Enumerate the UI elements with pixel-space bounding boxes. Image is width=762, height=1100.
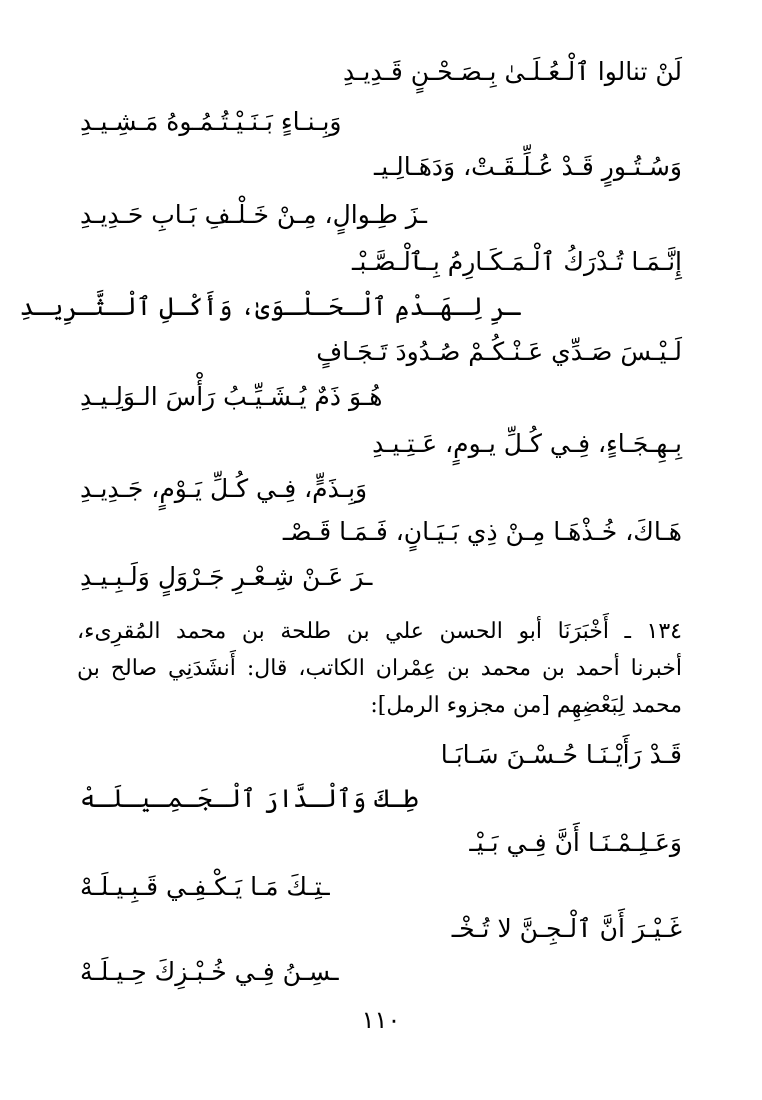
poem1-line-7: لَـيْـسَ صَـدِّي عَـنْـكُـمْ صُـدُودَ تَـجَـافٍ: [316, 337, 682, 366]
poem1-line-1: لَنْ تنالوا ٱلْـعُـلَـىٰ بِـصَـحْـنٍ قَـدِيـدِ: [342, 57, 682, 86]
poem2-line-6: ـسِـنُ فِـي خُـبْـزِكَ حِـيـلَـهْ: [80, 957, 339, 986]
poem2-line-2: طِـكَ وَٱلْـدَّارَ ٱلْـجَـمِـيـلَـهْ: [80, 784, 419, 813]
report-line-2: أخبرنا أحمد بن محمد بن عِمْران الكاتب، قال: أَنشَدَنِي صالح بن: [77, 656, 682, 681]
report-line-1: ١٣٤ ـ أَخْبَرَنَا أبو الحسن علي بن طلحة بن محمد المُقرِىء،: [77, 619, 682, 644]
poem1-line-10: وَبِـذَمٍّ، فِـي كُـلِّ يَـوْمٍ، جَـدِيـدِ: [80, 474, 368, 503]
page-number: ١١٠: [361, 1006, 401, 1034]
poem1-line-4: ـزَ طِـوالٍ، مِـنْ خَـلْـفِ بَـابِ حَـدِيـدِ: [80, 200, 427, 229]
poem1-line-9: بِـهِـجَـاءٍ، فِـي كُـلِّ يـومٍ، عَـتِـيـدِ: [372, 429, 682, 458]
poem1-line-11: هَـاكَ، خُـذْهَـا مِـنْ ذِي بَـيَـانٍ، فَـمَـا قَـصْـ: [282, 517, 682, 546]
report-line-3: محمد لِبَعْضِهِم [من مجزوء الرمل]:: [370, 693, 682, 718]
poem2-line-3: وَعَـلِـمْـنَـا أَنَّ فِـي بَـيْـ: [469, 828, 682, 857]
poem1-line-12: ـرَ عَـنْ شِـعْـرِ جَـرْوَلٍ وَلَـبِـيـدِ: [80, 562, 373, 591]
poem1-line-5: إِنَّـمَـا تُـدْرَكُ ٱلْـمَـكَـارِمُ بِـٱلْـصَّـبْـ: [352, 247, 682, 276]
poem1-line-3: وَسُـتُـورٍ قَـدْ عُـلِّـقَـتْ، وَدَهَـالِـيـ: [373, 152, 682, 181]
poem2-line-1: قَـدْ رَأَيْـنَـا حُـسْـنَ سَـابَـا: [440, 740, 682, 769]
poem1-line-6: ـرِ لِـهَـدْمِ ٱلْـحَـلْـوَىٰ، وَأَكْـلِ ٱلْـثَّـرِيـدِ: [19, 292, 520, 321]
poem2-line-4: ـتِـكَ مَـا يَـكْـفِـي قَـبِـيـلَـهْ: [80, 872, 330, 901]
poem1-line-2: وَبِـنـاءٍ بَـنَـيْـتُـمُـوهُ مَـشِـيـدِ: [80, 107, 342, 136]
poem2-line-5: غَـيْـرَ أَنَّ ٱلْـجِـنَّ لا تُـخْـ: [451, 914, 682, 943]
poem1-line-8: هُـوَ ذَمٌ يُـشَـيِّـبُ رَأْسَ الـوَلِـيـدِ: [80, 382, 383, 411]
